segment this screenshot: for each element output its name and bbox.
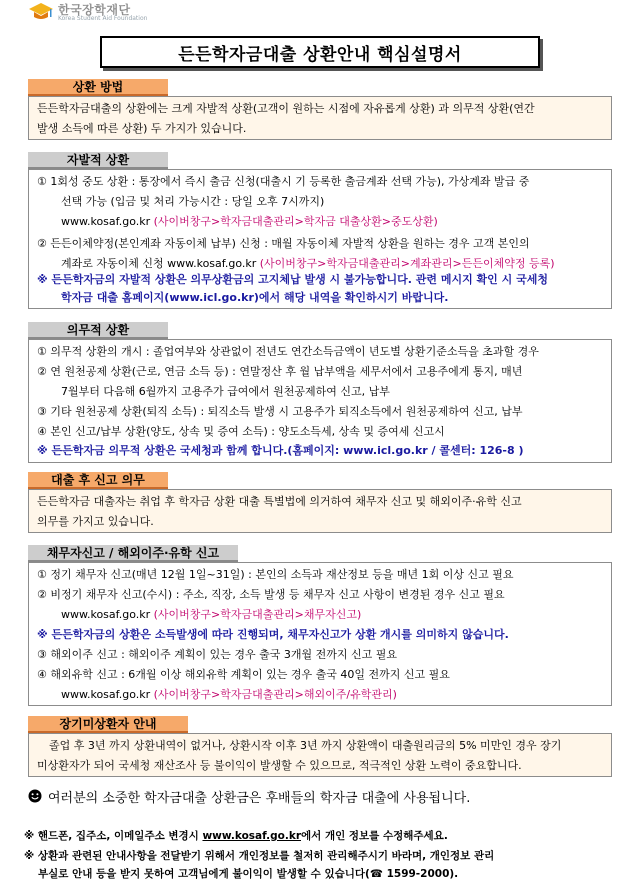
cyber-path-early-repayment: (사이버창구>학자금대출관리>학자금 대출상환>중도상환) <box>153 215 438 228</box>
mandatory-item1: ① 의무적 상환의 개시 : 졸업여부와 상관없이 전년도 연간소득금액이 년도별 상환기준소득을 초과할 경우 <box>37 345 539 358</box>
section-repayment-method <box>28 96 612 140</box>
section-heading-mandatory: 의무적 상환 <box>28 322 168 339</box>
post-loan-line-1: 든든학자금 대출자는 취업 후 학자금 상환 대출 특별법에 의거하여 채무자 신고 및 해외이주·유학 신고 <box>37 495 522 508</box>
kosaf-url-link[interactable]: www.kosaf.go.kr <box>61 215 151 228</box>
footnote-privacy-line-a: ※ 상환과 관련된 안내사항을 전달받기 위해서 개인정보를 철저히 관리해주시기 바라며, 개인정보 관리 <box>24 850 495 862</box>
footnote-privacy-line-b: 부실로 안내 등을 받지 못하여 고객님에게 불이익이 발생할 수 있습니다(☎ 1599-2000). <box>38 868 459 880</box>
mandatory-item2-line-a: ② 연 원천공제 상환(근로, 연금 소득 등) : 연말정산 후 월 납부액을 세무서에서 고용주에게 통지, 매년 <box>37 365 523 378</box>
logo-subtitle: Korea Student Aid Foundation <box>58 15 148 22</box>
debtor-item2-line-b <box>61 605 605 625</box>
cyber-path-auto-transfer: (사이버창구>학자금대출관리>계좌관리>든든이체약정 등록) <box>259 257 555 270</box>
section-heading-post-loan: 대출 후 신고 의무 <box>28 472 168 489</box>
section-mandatory <box>28 339 612 463</box>
voluntary-item1-line-b: 선택 가능 (입금 및 처리 가능시간 : 당일 오후 7시까지) <box>61 195 325 208</box>
footer-message <box>28 786 618 806</box>
footnote-kosaf-link[interactable]: www.kosaf.go.kr <box>202 830 301 842</box>
graduation-cap-icon <box>28 2 54 22</box>
long-term-line-2: 미상환자가 되어 국세청 재산조사 등 불이익이 발생할 수 있으므로, 적극적인 상환 노력이 중요합니다. <box>37 759 522 772</box>
section-heading-debtor-report: 채무자신고 / 해외이주·유학 신고 <box>28 545 238 562</box>
mandatory-item4: ④ 본인 신고/납부 상환(양도, 상속 및 증여 소득) : 양도소득세, 상속 및 증여세 신고시 <box>37 425 445 438</box>
debtor-item2-line-a: ② 비정기 채무자 신고(수시) : 주소, 직장, 소득 발생 등 채무자 신고 사항이 변경된 경우 신고 필요 <box>37 588 505 601</box>
footnote-1-pre: ※ 핸드폰, 집주소, 이메일주소 변경시 <box>24 830 203 842</box>
voluntary-item1-line-a: ① 1회성 중도 상환 : 통장에서 즉시 출금 신청(대출시 기 등록한 출금계좌 선택 가능), 가상계좌 발급 중 <box>37 175 530 188</box>
debtor-item4: ④ 해외유학 신고 : 6개월 이상 해외유학 계획이 있는 경우 출국 40일 전까지 신고 필요 <box>37 668 450 681</box>
section-heading-long-term: 장기미상환자 안내 <box>28 716 188 733</box>
voluntary-item2-line-a: ② 든든이체약정(본인계좌 자동이체 납부) 신청 : 매월 자동이체 자발적 상환을 원하는 경우 고객 본인의 <box>37 237 530 250</box>
debtor-item3: ③ 해외이주 신고 : 해외이주 계획이 있는 경우 출국 3개월 전까지 신고 필요 <box>37 648 398 661</box>
document-title-box <box>100 36 540 68</box>
voluntary-note-line-b: 학자금 대출 홈페이지(www.icl.go.kr)에서 해당 내역을 확인하시기 바랍니다. <box>61 291 449 304</box>
mandatory-item3: ③ 기타 원천공제 상환(퇴직 소득) : 퇴직소득 발생 시 고용주가 퇴직소득에서 원천공제하여 신고, 납부 <box>37 405 523 418</box>
voluntary-note-line-a: ※ 든든학자금의 자발적 상환은 의무상환금의 고지체납 발생 시 불가능합니다. 관련 메시지 확인 시 국세청 <box>37 273 548 286</box>
debtor-item1: ① 정기 채무자 신고(매년 12월 1일~31일) : 본인의 소득과 재산정보 등을 매년 1회 이상 신고 필요 <box>37 568 514 581</box>
debtor-note: ※ 든든학자금의 상환은 소득발생에 따라 진행되며, 채무자신고가 상환 개시를 의미하지 않습니다. <box>37 628 509 641</box>
mandatory-note: ※ 든든학자금 의무적 상환은 국세청과 함께 합니다.(홈페이지: www.icl.go.kr / 콜센터: 126-8 ) <box>37 444 524 457</box>
section-debtor-report <box>28 562 612 706</box>
section-heading-repayment-method: 상환 방법 <box>28 79 168 96</box>
footnote-1-post: 에서 개인 정보를 수정해주세요. <box>301 830 448 842</box>
document-title: 든든학자금대출 상환안내 핵심설명서 <box>178 44 462 65</box>
post-loan-line-2: 의무를 가지고 있습니다. <box>37 515 154 528</box>
kosaf-url-link-debtor[interactable]: www.kosaf.go.kr <box>61 608 151 621</box>
smiley-icon <box>28 789 42 803</box>
section-long-term <box>28 733 612 777</box>
auto-transfer-text: 계좌로 자동이체 신청 www.kosaf.go.kr <box>61 257 257 270</box>
section-voluntary <box>28 169 612 309</box>
footer-message-text: 여러분의 소중한 학자금대출 상환금은 후배들의 학자금 대출에 사용됩니다. <box>48 790 471 806</box>
mandatory-item2-line-b: 7월부터 다음해 6월까지 고용주가 급여에서 원천공제하여 신고, 납부 <box>61 385 390 398</box>
kosaf-logo <box>24 0 164 26</box>
voluntary-item1-line-c <box>61 212 605 232</box>
logo-name: 한국장학재단 <box>58 3 131 17</box>
repayment-method-line-2: 발생 소득에 따른 상환) 두 가지가 있습니다. <box>37 122 247 135</box>
cyber-path-abroad: (사이버창구>학자금대출관리>해외이주/유학관리) <box>153 688 397 701</box>
long-term-line-1: 졸업 후 3년 까지 상환내역이 없거나, 상환시작 이후 3년 까지 상환액이 대출원리금의 5% 미만인 경우 장기 <box>49 739 562 752</box>
section-heading-voluntary: 자발적 상환 <box>28 152 168 169</box>
debtor-item4-line-b <box>61 685 605 705</box>
footnote-contact-update <box>24 826 624 846</box>
cyber-path-debtor-report: (사이버창구>학자금대출관리>채무자신고) <box>153 608 362 621</box>
section-post-loan <box>28 489 612 533</box>
repayment-method-line-1: 든든학자금대출의 상환에는 크게 자발적 상환(고객이 원하는 시점에 자유롭게 상환) 과 의무적 상환(연간 <box>37 102 535 115</box>
kosaf-url-link-abroad[interactable]: www.kosaf.go.kr <box>61 688 151 701</box>
